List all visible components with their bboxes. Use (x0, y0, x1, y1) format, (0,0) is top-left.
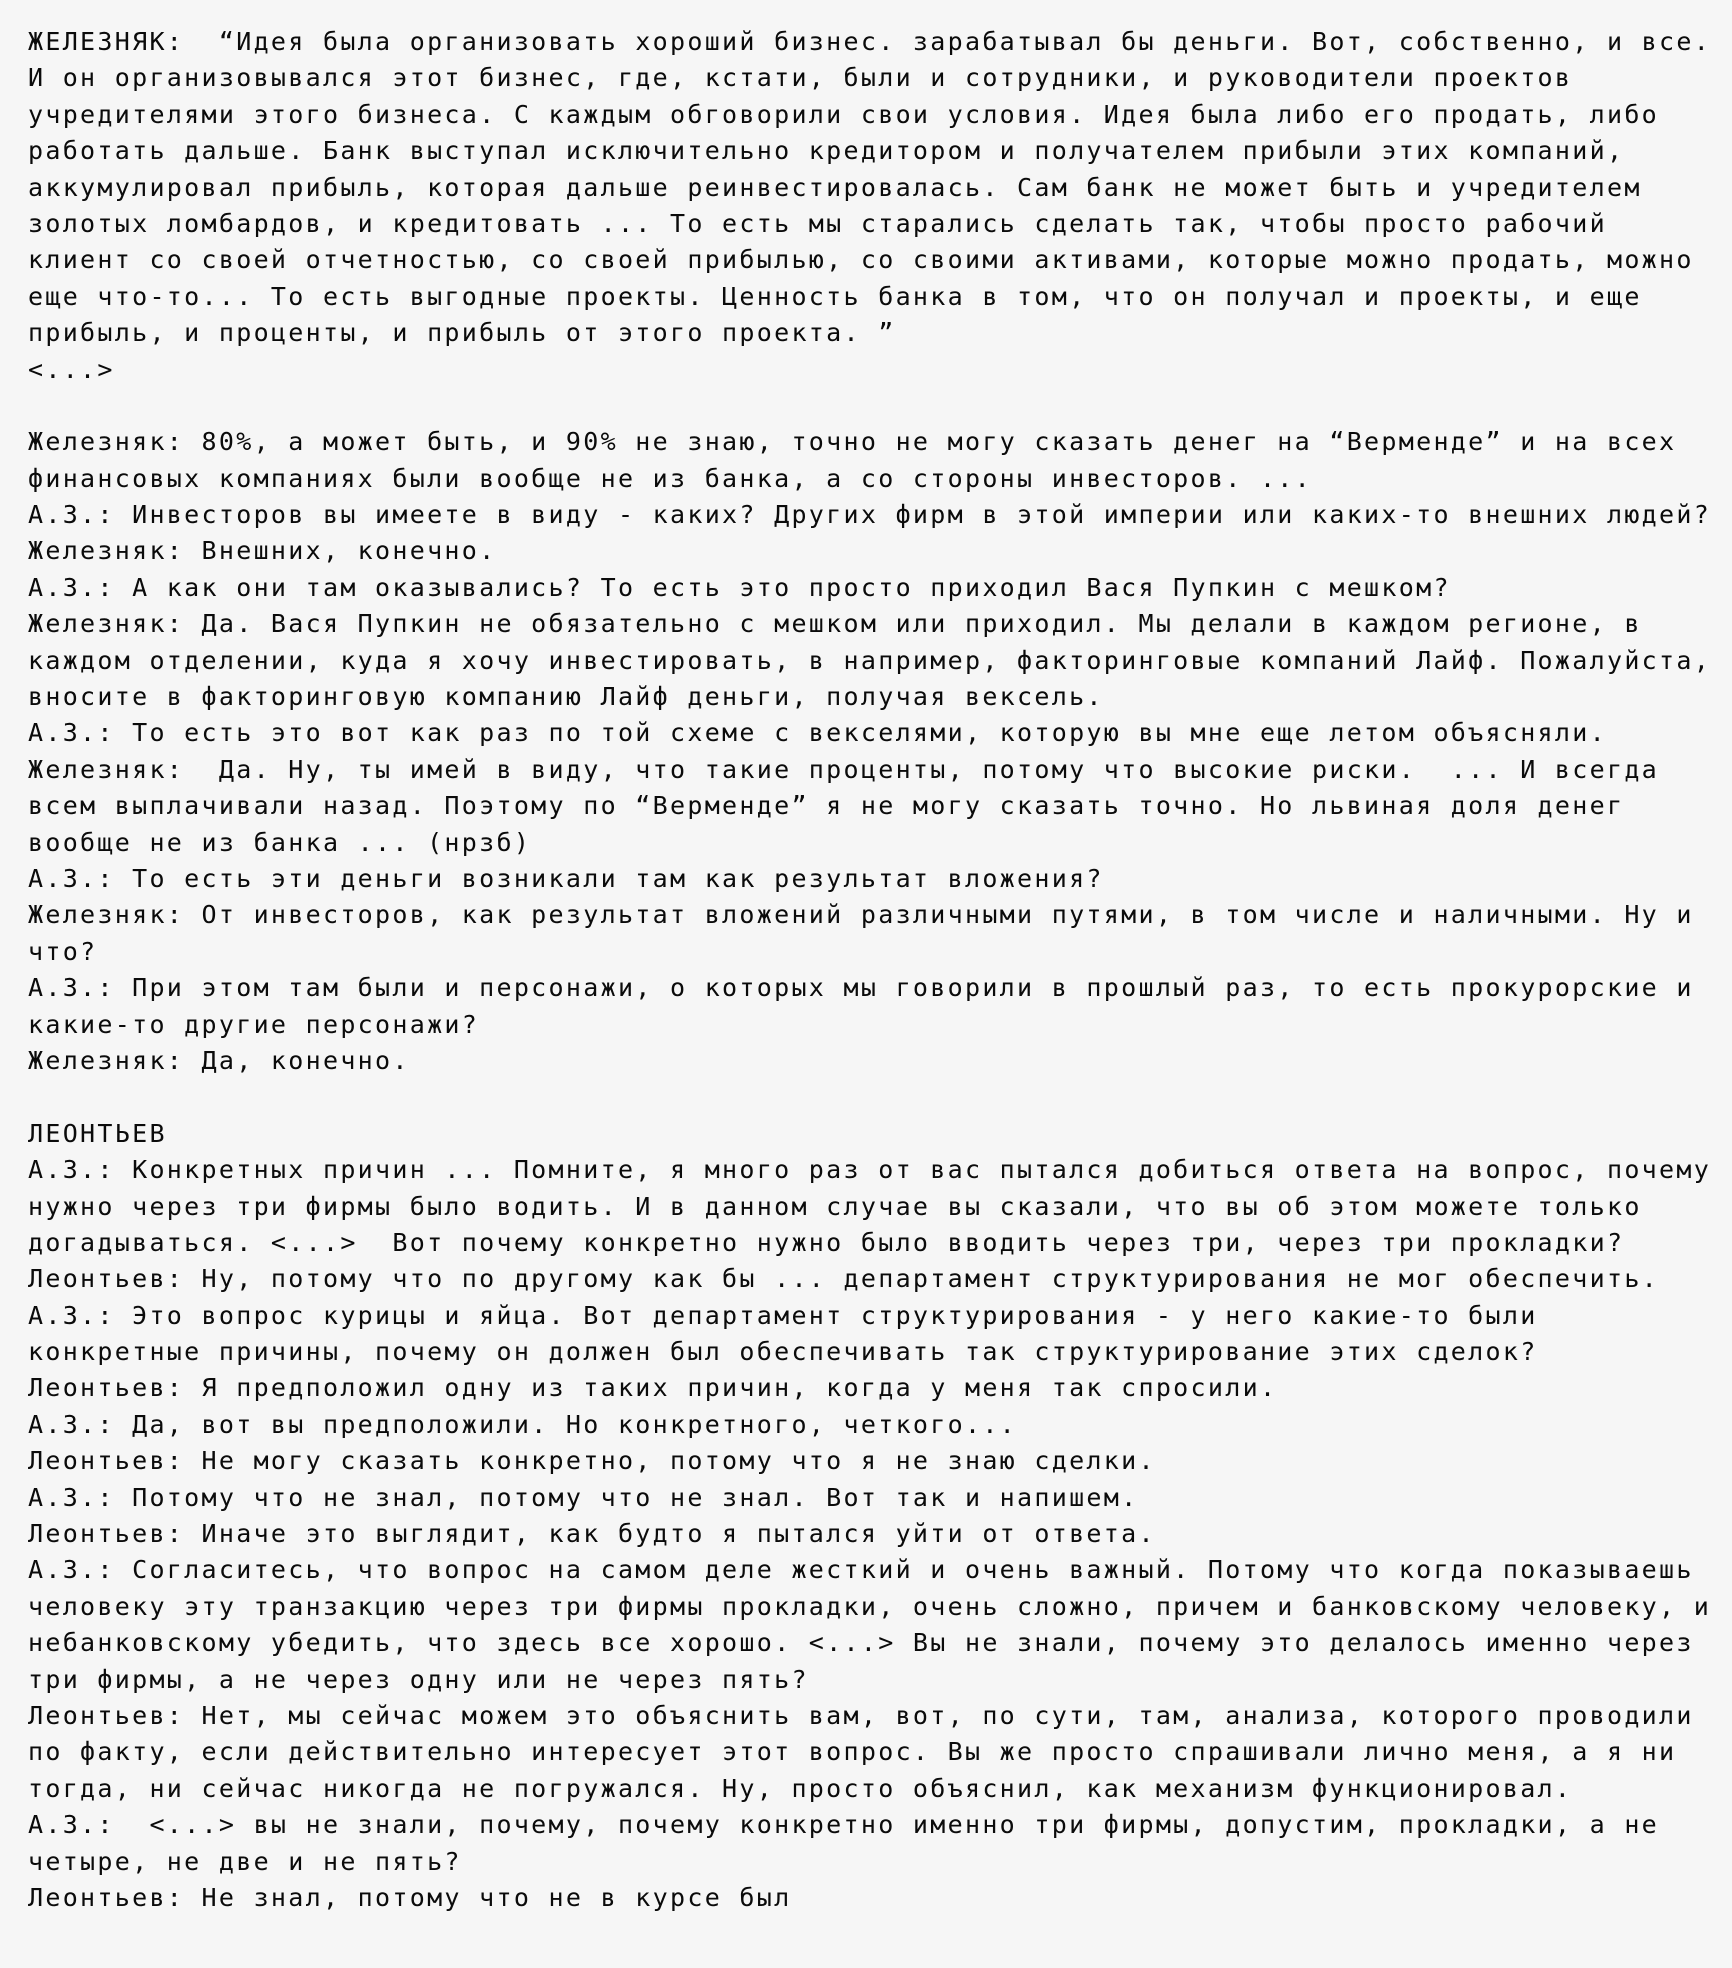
transcript-line: конкретные причины, почему он должен был обеспечивать так структурирование этих сделок? (28, 1337, 1538, 1367)
transcript-line: А.З.: То есть эти деньги возникали там как результат вложения? (28, 863, 1104, 893)
transcript-line: Леонтьев: Не могу сказать конкретно, потому что я не знаю сделки. (28, 1446, 1156, 1476)
transcript-line: Железняк: Да. Ну, ты имей в виду, что такие проценты, потому что высокие риски. ... И всегда (28, 754, 1660, 784)
transcript-line: Железняк: Внешних, конечно. (28, 536, 497, 566)
transcript-line: что? (28, 936, 98, 966)
transcript-line: прибыль, и проценты, и прибыль от этого проекта. ” (28, 318, 896, 348)
transcript-line: клиент со своей отчетностью, со своей прибылью, со своими активами, которые можно продать, можно (28, 245, 1694, 275)
transcript-line: всем выплачивали назад. Поэтому по “Верменде” я не могу сказать точно. Но львиная доля денег (28, 791, 1625, 821)
transcript-line: вообще не из банка ... (нрзб) (28, 827, 532, 857)
transcript-line: тогда, ни сейчас никогда не погружался. Ну, просто объяснил, как механизм функционировал. (28, 1773, 1573, 1803)
transcript-line: вносите в факторинговую компанию Лайф деньги, получая вексель. (28, 682, 1104, 712)
transcript-line: аккумулировал прибыль, которая дальше реинвестировалась. Сам банк не может быть и учредителем (28, 172, 1642, 202)
transcript-line: А.З.: То есть это вот как раз по той схеме с векселями, которую вы мне еще летом объясняли. (28, 718, 1607, 748)
transcript-line: Железняк: 80%, а может быть, и 90% не знаю, точно не могу сказать денег на “Верменде” и на всех (28, 427, 1677, 457)
transcript-line: небанковскому убедить, что здесь все хорошо. <...> Вы не знали, почему это делалось именно через (28, 1628, 1694, 1658)
transcript-line: А.З.: Конкретных причин ... Помните, я много раз от вас пытался добиться ответа на вопрос, почему (28, 1155, 1712, 1185)
transcript-line: нужно через три фирмы было водить. И в данном случае вы сказали, что вы об этом можете только (28, 1191, 1642, 1221)
transcript-line: ЖЕЛЕЗНЯК: “Идея была организовать хороший бизнес. зарабатывал бы деньги. Вот, собственно, и все. (28, 27, 1712, 56)
transcript-line: работать дальше. Банк выступал исключительно кредитором и получателем прибыли этих компаний, (28, 136, 1625, 166)
transcript-line: Железняк: Да. Вася Пупкин не обязательно с мешком или приходил. Мы делали в каждом регионе, в (28, 609, 1642, 639)
transcript-line: А.З.: А как они там оказывались? То есть это просто приходил Вася Пупкин с мешком? (28, 572, 1451, 602)
transcript-line: Железняк: Да, конечно. (28, 1045, 410, 1075)
leontyev-dialogue (28, 1116, 1724, 1917)
transcript-line: человеку эту транзакцию через три фирмы прокладки, очень сложно, причем и банковскому человеку, и (28, 1591, 1712, 1621)
transcript-line: догадываться. <...> Вот почему конкретно нужно было вводить через три, через три прокладки? (28, 1227, 1625, 1257)
transcript-line: три фирмы, а не через одну или не через пять? (28, 1664, 809, 1694)
transcript-line: Леонтьев: Я предположил одну из таких причин, когда у меня так спросили. (28, 1373, 1278, 1403)
transcript-line: по факту, если действительно интересует этот вопрос. Вы же просто спрашивали лично меня, а я ни (28, 1737, 1677, 1767)
transcript-line: еще что-то... То есть выгодные проекты. Ценность банка в том, что он получал и проекты, и еще (28, 281, 1642, 311)
transcript-line: Леонтьев: Иначе это выглядит, как будто я пытался уйти от ответа. (28, 1519, 1156, 1549)
transcript-line: А.З.: Потому что не знал, потому что не знал. Вот так и напишем. (28, 1482, 1139, 1512)
section-header: ЛЕОНТЬЕВ (28, 1118, 167, 1148)
transcript-line: А.З.: Да, вот вы предположили. Но конкретного, четкого... (28, 1409, 1018, 1439)
transcript-line: А.З.: <...> вы не знали, почему, почему конкретно именно три фирмы, допустим, прокладки, а не (28, 1810, 1660, 1840)
transcript-line: Леонтьев: Не знал, потому что не в курсе был (28, 1882, 792, 1912)
zheleznyak-monologue (28, 24, 1724, 388)
transcript-line: А.З.: Согласитесь, что вопрос на самом деле жесткий и очень важный. Потому что когда показываешь (28, 1555, 1694, 1585)
transcript-line: финансовых компаниях были вообще не из банка, а со стороны инвесторов. ... (28, 463, 1312, 493)
transcript-line: А.З.: При этом там были и персонажи, о которых мы говорили в прошлый раз, то есть прокурорские и (28, 973, 1694, 1003)
transcript-line: <...> (28, 354, 115, 384)
zheleznyak-dialogue (28, 424, 1724, 1079)
transcript-line: Леонтьев: Нет, мы сейчас можем это объяснить вам, вот, по сути, там, анализа, которого проводили (28, 1700, 1694, 1730)
transcript-line: какие-то другие персонажи? (28, 1009, 480, 1039)
transcript-line: золотых ломбардов, и кредитовать ... То есть мы старались сделать так, чтобы просто рабочий (28, 208, 1607, 238)
transcript-line: четыре, не две и не пять? (28, 1846, 462, 1876)
transcript-line: Железняк: От инвесторов, как результат вложений различными путями, в том числе и наличными. Ну и (28, 900, 1694, 930)
transcript-line: А.З.: Инвесторов вы имеете в виду - каких? Других фирм в этой империи или каких-то внешних людей? (28, 500, 1712, 530)
transcript-line: И он организовывался этот бизнес, где, кстати, были и сотрудники, и руководители проектов (28, 63, 1573, 93)
transcript-line: учредителями этого бизнеса. С каждым обговорили свои условия. Идея была либо его продать, либо (28, 99, 1660, 129)
transcript-line: А.З.: Это вопрос курицы и яйца. Вот департамент структурирования - у него какие-то были (28, 1300, 1538, 1330)
transcript-line: каждом отделении, куда я хочу инвестировать, в например, факторинговые компаний Лайф. Пожалуйста, (28, 645, 1712, 675)
transcript-line: Леонтьев: Ну, потому что по другому как бы ... департамент структурирования не мог обеспечить. (28, 1264, 1660, 1294)
